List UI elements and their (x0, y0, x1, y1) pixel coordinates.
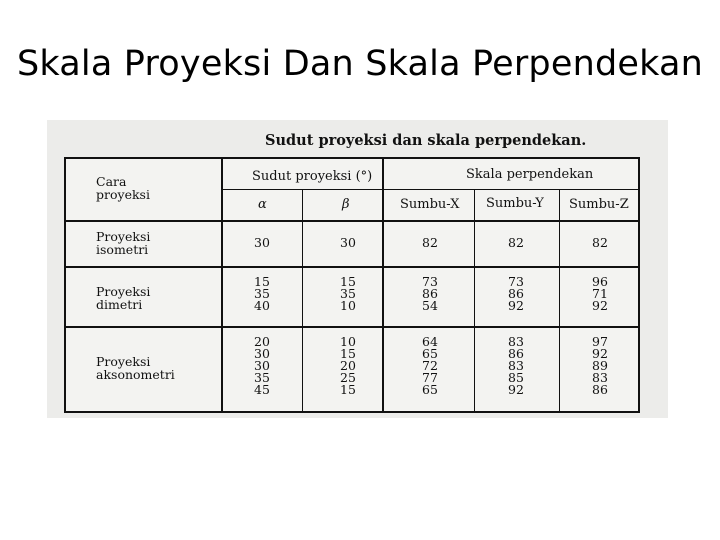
cell-dimetri-y: 73 86 92 (508, 274, 524, 313)
row-label-dimetri: Proyeksi dimetri (96, 284, 151, 312)
header-skala-perpendekan: Skala perpendekan (466, 167, 594, 182)
divider-header-mid (222, 189, 640, 190)
slide-title: Skala Proyeksi Dan Skala Perpendekan (16, 44, 703, 84)
header-sumbu-x: Sumbu-X (400, 197, 460, 212)
projection-table (64, 157, 640, 413)
cell-dimetri-z: 96 71 92 (592, 274, 608, 313)
divider-row-1 (66, 266, 640, 268)
header-beta: β (342, 197, 350, 212)
divider-col-1 (221, 159, 223, 413)
header-sumbu-z: Sumbu-Z (569, 197, 629, 212)
cell-isometri-z: 82 (592, 235, 608, 250)
cell-aksonometri-y: 83 86 83 85 92 (508, 334, 524, 397)
divider-row-2 (66, 326, 640, 328)
cell-isometri-y: 82 (508, 235, 524, 250)
row-label-aksonometri: Proyeksi aksonometri (96, 354, 175, 382)
cell-dimetri-alpha: 15 35 40 (254, 274, 270, 313)
header-cara-proyeksi: Cara proyeksi (96, 174, 150, 202)
cell-aksonometri-beta: 10 15 20 25 15 (340, 334, 356, 397)
cell-aksonometri-z: 97 92 89 83 86 (592, 334, 608, 397)
cell-dimetri-beta: 15 35 10 (340, 274, 356, 313)
row-label-isometri: Proyeksi isometri (96, 229, 151, 257)
header-sumbu-y: Sumbu-Y (486, 196, 544, 211)
cell-isometri-alpha: 30 (254, 235, 270, 250)
divider-header-bottom (66, 220, 640, 222)
divider-col-alpha-beta (302, 189, 303, 413)
divider-col-x-y (474, 189, 475, 413)
cell-dimetri-x: 73 86 54 (422, 274, 438, 313)
divider-col-y-z (559, 189, 560, 413)
cell-aksonometri-x: 64 65 72 77 65 (422, 334, 438, 397)
header-alpha: α (258, 197, 267, 212)
cell-aksonometri-alpha: 20 30 30 35 45 (254, 334, 270, 397)
header-sudut-proyeksi: Sudut proyeksi (°) (252, 169, 373, 184)
cell-isometri-x: 82 (422, 235, 438, 250)
table-caption: Sudut proyeksi dan skala perpendekan. (265, 132, 587, 149)
cell-isometri-beta: 30 (340, 235, 356, 250)
divider-col-3 (382, 159, 384, 413)
